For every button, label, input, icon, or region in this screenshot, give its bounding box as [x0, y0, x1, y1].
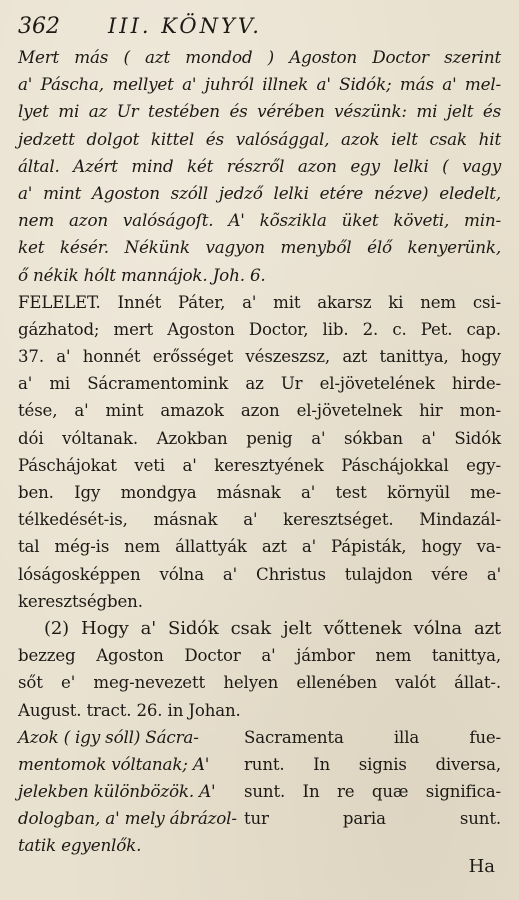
text-line: FELELET. Innét Páter, a' mit akarsz ki nem csi-	[18, 292, 501, 312]
text-line	[18, 751, 501, 778]
text-line: a' mint Agoston szóll jedző lelki etére nézve) eledelt,	[18, 182, 501, 203]
hungarian-column-text: Azok ( igy sóll) Sácra-	[18, 726, 199, 747]
latin-column-text: runt. In signis diversa,	[244, 754, 501, 774]
page-number: 362	[18, 14, 60, 39]
text-line: bezzeg Agoston Doctor a' jámbor nem tanittya,	[18, 646, 501, 666]
text-line: a' Páscha, mellyet a' juhról illnek a' Sidók; más a' mel-	[18, 74, 501, 95]
text-line: keresztségben.	[18, 591, 143, 611]
hungarian-column-text: mentomok vóltanak; A'	[18, 753, 210, 774]
text-line: 37. a' honnét erősséget vészeszsz, azt tanittya, hogy	[18, 347, 501, 367]
page-header	[18, 14, 501, 44]
text-line: által. Azért mind két részről azon egy lelki ( vagy	[18, 155, 501, 176]
text-line: dói vóltanak. Azokban penig a' sókban a' Sidók	[18, 428, 501, 448]
text-line: ő nékik hólt mannájok. Joh. 6.	[18, 264, 266, 285]
text-line: Páschájokat veti a' keresztyének Páschájokkal egy-	[18, 455, 501, 475]
text-line: jedzett dolgot kittel és valósággal, azok ielt csak hit	[18, 128, 501, 149]
text-line: nem azon valóságoſt. A' kõszikla üket követi, min-	[18, 210, 501, 231]
text-line: gázhatod; mert Agoston Doctor, lib. 2. c. Pet. cap.	[18, 319, 501, 339]
text-line: lóságosképpen vólna a' Christus tulajdon vére a'	[18, 564, 501, 584]
latin-column-text: tur paria sunt.	[244, 809, 501, 829]
text-line	[18, 778, 501, 805]
text-line: Mert más ( azt mondod ) Agoston Doctor szerint	[18, 47, 501, 67]
text-line: lyet mi az Ur testében és vérében vészünk: mi jelt és	[18, 101, 501, 122]
catchword: Ha	[468, 856, 495, 877]
text-body	[18, 44, 501, 860]
hungarian-column-text: jelekben különbözök. A'	[18, 781, 216, 802]
text-line	[18, 724, 501, 751]
text-line: a' mi Sácramentomink az Ur el-jövetelének hirde-	[18, 374, 501, 394]
text-line: tatik egyenlők.	[18, 835, 142, 856]
text-line: ben. Igy mondgya másnak a' test környül me-	[18, 483, 501, 502]
text-line: tal még-is nem állattyák azt a' Pápisták, hogy va-	[18, 537, 501, 557]
text-line: sőt e' meg-nevezett helyen ellenében valót állat-.	[18, 673, 501, 693]
running-head: III. KÖNYV.	[108, 14, 262, 38]
hungarian-column-text: dologban, a' mely ábrázol-	[18, 808, 237, 829]
text-line: tése, a' mint amazok azon el-jövetelnek hir mon-	[18, 401, 501, 421]
text-line: ket késér. Nékünk vagyon menyből élő kenyerünk,	[18, 237, 501, 258]
text-line: (2) Hogy a' Sidók csak jelt vőttenek vólna azt	[44, 617, 501, 639]
latin-column-text: Sacramenta illa fue-	[244, 727, 501, 747]
text-line: télkedését-is, másnak a' keresztséget. Mindazál-	[18, 510, 501, 530]
text-line: August. tract. 26. in Johan.	[18, 700, 241, 720]
text-line	[18, 805, 501, 832]
latin-column-text: sunt. In re quæ significa-	[244, 782, 501, 802]
